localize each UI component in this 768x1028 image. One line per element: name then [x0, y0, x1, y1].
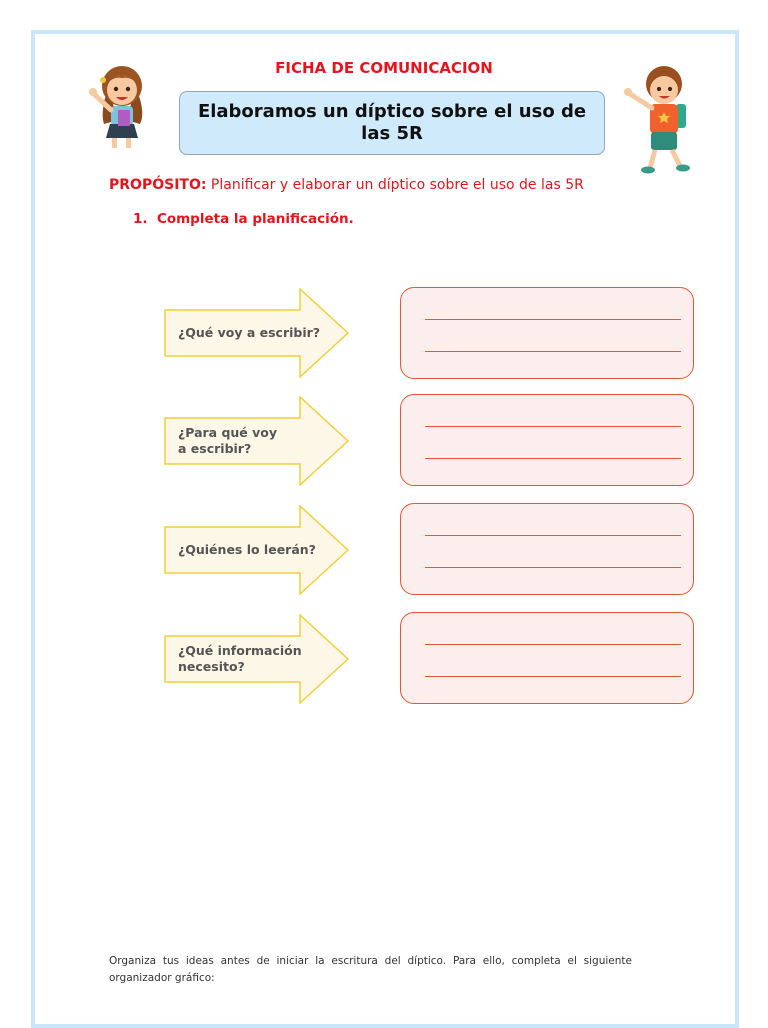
- answer-line: [425, 676, 681, 677]
- answer-box-3[interactable]: [400, 503, 694, 595]
- question-arrow-2: [164, 396, 350, 486]
- answer-box-4[interactable]: [400, 612, 694, 704]
- question-arrow-3: [164, 505, 350, 595]
- answer-line: [425, 458, 681, 459]
- question-arrow-4: [164, 614, 350, 704]
- step-instruction: [133, 211, 354, 227]
- boy-illustration: [620, 60, 696, 178]
- question-label-1: ¿Qué voy a escribir?: [178, 325, 321, 340]
- step-number: 1.: [133, 211, 148, 227]
- main-title: Elaboramos un díptico sobre el uso de las 5R: [197, 101, 587, 144]
- question-label-3: ¿Quiénes lo leerán?: [178, 542, 316, 557]
- question-label-2: ¿Para qué voy a escribir?: [178, 425, 278, 456]
- answer-line: [425, 535, 681, 536]
- question-arrow-1: [164, 288, 350, 378]
- footer-instruction: Organiza tus ideas antes de iniciar la escritura del díptico. Para ello, completa el siguiente organizador gráfico:: [109, 955, 632, 984]
- answer-line: [425, 567, 681, 568]
- answer-line: [425, 644, 681, 645]
- answer-line: [425, 426, 681, 427]
- answer-box-2[interactable]: [400, 394, 694, 486]
- purpose-line: [109, 177, 584, 193]
- purpose-text: Planificar y elaborar un díptico sobre el uso de las 5R: [206, 177, 584, 193]
- answer-box-1[interactable]: [400, 287, 694, 379]
- sheet-title: FICHA DE COMUNICACION: [275, 59, 493, 77]
- purpose-label: PROPÓSITO:: [109, 177, 207, 193]
- answer-line: [425, 319, 681, 320]
- main-title-box: [179, 91, 605, 155]
- step-text: Completa la planificación.: [156, 211, 354, 227]
- answer-line: [425, 351, 681, 352]
- question-label-4: ¿Qué información necesito?: [178, 643, 302, 674]
